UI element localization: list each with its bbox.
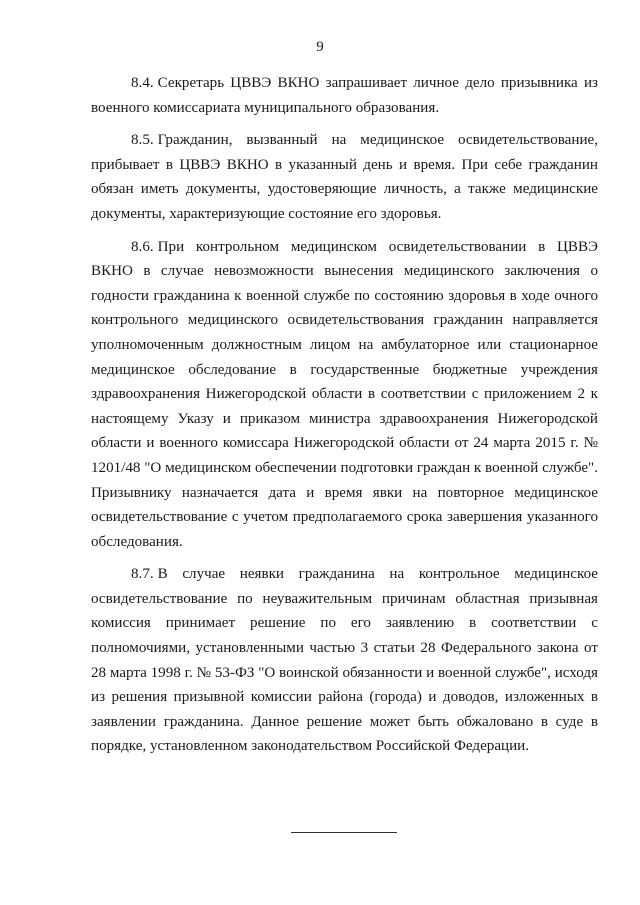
paragraph-8-7 — [91, 562, 598, 759]
paragraph-text: Секретарь ЦВВЭ ВКНО запрашивает личное дело призывника из военного комиссариата муниципального образования. — [91, 75, 598, 116]
paragraph-number: 8.6. — [131, 238, 154, 255]
paragraph-number: 8.4. — [131, 75, 154, 91]
page-number: 9 — [316, 39, 324, 55]
paragraph-text: При контрольном медицинском освидетельствовании в ЦВВЭ ВКНО в случае невозможности вынесения медицинского заключения о годности гражданина к военной службе по состоянию здоровья в ходе очного контрольного медицинского освидетельствования гражданин направляется уполномоченным должностным лицом на амбулаторное или стационарное медицинское обследование в государственные бюджетные учреждения здравоохранения Нижегородской области в соответствии с приложением 2 к настоящему Указу и приказом министра здравоохранения Нижегородской области и военного комиссара Нижегородской области от 24 марта 2015 г. № 1201/48 "О медицинском обеспечении подготовки граждан к военной службе". Призывнику назначается дата и время явки на повторное медицинское освидетельствование с учетом предполагаемого срока завершения указанного обследования. — [91, 238, 598, 550]
paragraph-text: Гражданин, вызванный на медицинское освидетельствование, прибывает в ЦВВЭ ВКНО в указанный день и время. При себе гражданин обязан иметь документы, удостоверяющие личность, а также медицинские документы, характеризующие состояние его здоровья. — [91, 132, 598, 222]
paragraph-number: 8.7. — [131, 566, 154, 583]
paragraph-8-6 — [91, 235, 598, 555]
paragraph-8-5 — [91, 128, 598, 226]
document-body — [91, 71, 598, 767]
paragraph-number: 8.5. — [131, 132, 154, 149]
paragraph-text: В случае неявки гражданина на контрольное медицинское освидетельствование по неуважительным причинам областная призывная комиссия принимает решение по его заявлению в соответствии с полномочиями, установленными частью 3 статьи 28 Федерального закона от 28 марта 1998 г. № 53-ФЗ "О воинской обязанности и военной службе", исходя из решения призывной комиссии района (города) и доводов, изложенных в заявлении гражданина. Данное решение может быть обжаловано в суде в порядке, установленном законодательством Российской Федерации. — [91, 566, 598, 755]
end-of-text-divider — [291, 832, 397, 833]
paragraph-8-4 — [91, 71, 598, 120]
